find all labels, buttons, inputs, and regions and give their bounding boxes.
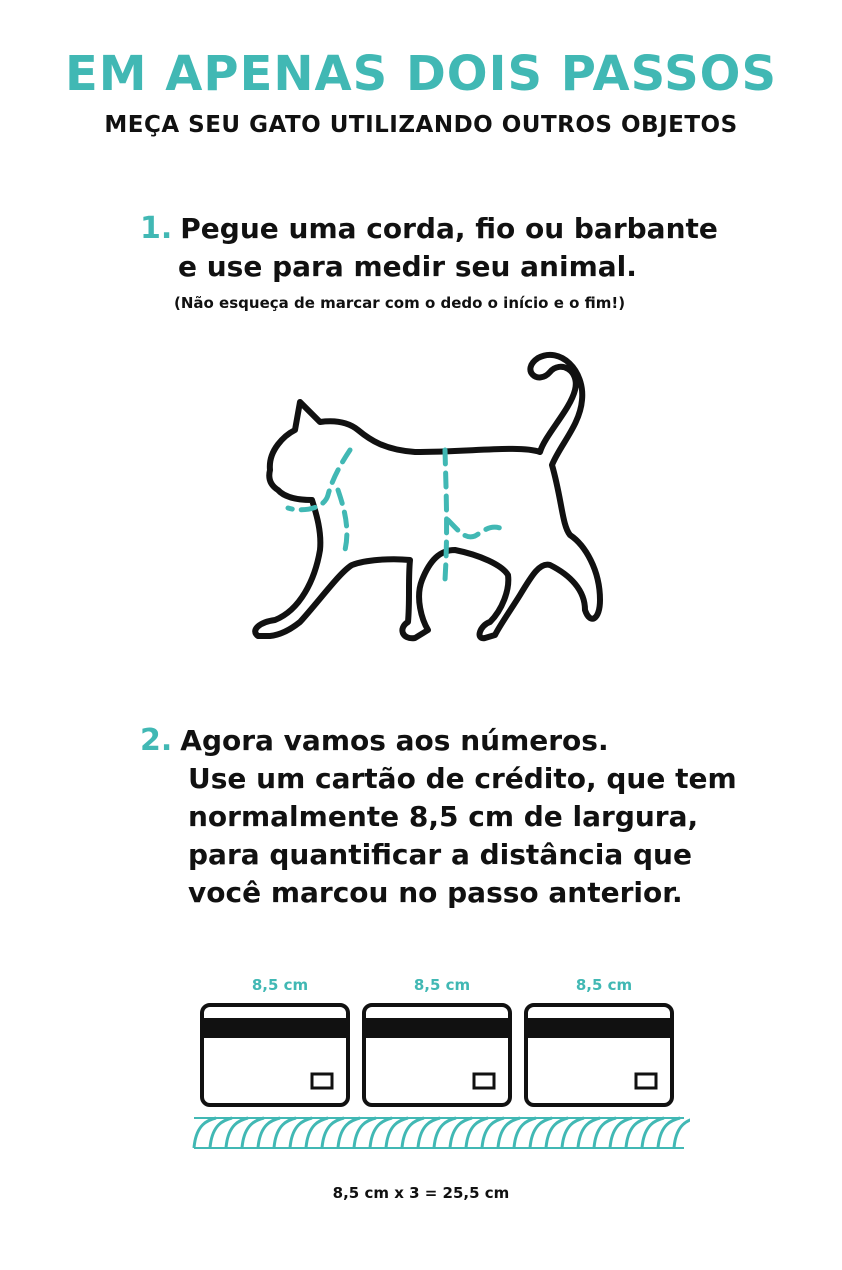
step-1-note: (Não esqueça de marcar com o dedo o início e o fim!) [174,294,626,312]
credit-card-icon [526,1005,672,1105]
rope-icon [194,1118,690,1148]
step-1-line-1: Pegue uma corda, fio ou barbante [180,212,718,245]
card-width-label-1: 8,5 cm [251,976,309,994]
page-title: EM APENAS DOIS PASSOS [64,46,778,102]
step-2-line-5: você marcou no passo anterior. [188,876,683,909]
step-2 [140,722,760,912]
card-width-label-3: 8,5 cm [575,976,633,994]
step-1-number: 1. [140,211,173,246]
step-2-line-2: Use um cartão de crédito, que tem [188,762,737,795]
step-2-number: 2. [140,723,173,758]
page-subtitle: MEÇA SEU GATO UTILIZANDO OUTROS OBJETOS [104,112,738,138]
rope-twist [674,1118,690,1148]
calculation-text: 8,5 cm x 3 = 25,5 cm [332,1184,510,1202]
step-2-line-4: para quantificar a distância que [188,838,692,871]
credit-card-icon [202,1005,348,1105]
step-2-line-3: normalmente 8,5 cm de largura, [188,800,699,833]
step-1-line-2: e use para medir seu animal. [178,250,637,283]
cat-walking-icon [240,340,620,650]
credit-card-icon [364,1005,510,1105]
card-width-label-2: 8,5 cm [413,976,471,994]
step-2-line-1: Agora vamos aos números. [180,724,609,757]
step-1 [140,210,760,314]
credit-cards-illustration [190,970,690,1170]
